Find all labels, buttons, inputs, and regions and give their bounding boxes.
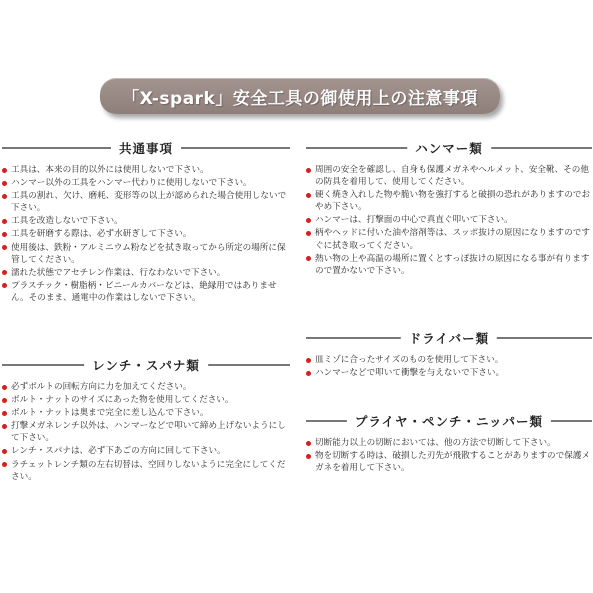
item-text: 工具は、本来の目的以外には使用しないで下さい。 xyxy=(11,165,209,175)
bullet-icon xyxy=(306,441,311,446)
list-item xyxy=(2,267,290,279)
item-text: 工具を改造しないで下さい。 xyxy=(11,216,123,227)
section-header xyxy=(306,330,592,346)
list-item xyxy=(2,459,290,483)
bullet-icon xyxy=(306,454,311,459)
list-item xyxy=(306,189,592,213)
item-text: ハンマーは、打撃面の中心で真直ぐ叩いて下さい。 xyxy=(315,215,513,226)
bullet-icon xyxy=(2,270,7,275)
item-text: 切断能力以上の切断においては、他の方法で切断して下さい。 xyxy=(315,438,556,448)
item-text: レンチ・スパナは、必ず下あごの方向に回して下さい。 xyxy=(11,446,226,457)
list-item xyxy=(306,354,592,366)
item-text: 熱い物の上や高温の場所に置くとすっぽ抜けの原因になる事が有りますので置かないで下さい。 xyxy=(315,253,590,276)
title-banner xyxy=(100,78,500,114)
bullet-icon xyxy=(306,218,311,223)
bullet-icon xyxy=(2,232,7,237)
list-item xyxy=(2,407,290,419)
section-title: プライヤ・ペンチ・ニッパー類 xyxy=(347,412,551,430)
bullet-icon xyxy=(306,168,311,173)
item-text: 工具を研磨する際は、必ず水研ぎして下さい。 xyxy=(11,229,192,240)
section-common xyxy=(2,140,290,305)
item-text: 皿ミゾに合ったサイズのものを使用して下さい。 xyxy=(315,355,504,365)
item-text: ラチェットレンチ類の左右切替は、空回りしないように完全にしてください。 xyxy=(11,459,286,482)
list-item xyxy=(2,242,290,266)
item-text: 工具の割れ、欠け、磨耗、変形等の以上が認められた場合使用しないで下さい。 xyxy=(11,191,287,214)
bullet-icon xyxy=(2,424,7,429)
bullet-icon xyxy=(2,462,7,467)
item-text: 周囲の安全を確認し、自身も保護メガネやヘルメット、安全靴、その他の防具を着用して、使用してください。 xyxy=(315,165,589,188)
section-title: ハンマー類 xyxy=(407,139,491,157)
bullet-icon xyxy=(2,449,7,454)
list-item xyxy=(2,164,290,176)
list-item xyxy=(306,450,592,474)
list-item xyxy=(306,227,592,251)
section-driver xyxy=(306,330,592,380)
item-list xyxy=(306,354,592,379)
item-text: ボルト・ナットのサイズにあった物を使用してください。 xyxy=(11,395,234,406)
item-text: プラスチック・樹脂柄・ビニールカバーなどは、絶縁用ではありません。そのまま、通電中の作業はしないで下さい。 xyxy=(11,280,277,303)
list-item xyxy=(306,253,592,277)
banner-title: 「X-spark」安全工具の御使用上の注意事項 xyxy=(122,88,478,109)
bullet-icon xyxy=(306,358,311,363)
bullet-icon xyxy=(2,181,7,186)
bullet-icon xyxy=(2,194,7,199)
bullet-icon xyxy=(2,411,7,416)
list-item xyxy=(2,381,290,393)
item-text: ボルト・ナットは奥まで完全に差し込んで下さい。 xyxy=(11,408,209,419)
item-text: 打撃メガネレンチ以外は、ハンマーなどで叩いて締め上げないようにして下さい。 xyxy=(11,421,286,444)
list-item xyxy=(2,280,290,304)
section-title: 共通事項 xyxy=(111,139,181,157)
item-text: 物を切断する時は、破損した刃先が飛散することがありますので保護メガネを着用して下さい。 xyxy=(315,451,591,474)
bullet-icon xyxy=(2,219,7,224)
section-title: ドライバー類 xyxy=(401,329,497,347)
section-header xyxy=(2,357,290,373)
list-item xyxy=(306,437,592,449)
bullet-icon xyxy=(2,245,7,250)
item-text: 使用後は、鉄粉・アルミニウム粉などを拭き取ってから所定の場所に保管してください。 xyxy=(11,242,286,265)
bullet-icon xyxy=(2,385,7,390)
bullet-icon xyxy=(306,231,311,236)
bullet-icon xyxy=(2,398,7,403)
section-wrench xyxy=(2,357,290,484)
bullet-icon xyxy=(2,168,7,173)
item-list xyxy=(306,437,592,474)
item-text: ハンマーなどで叩いて衝撃を与えないで下さい。 xyxy=(315,368,505,379)
item-text: 濡れた状態でアセチレン作業は、行なわないで下さい。 xyxy=(11,267,226,278)
bullet-icon xyxy=(306,193,311,198)
section-header xyxy=(2,140,290,156)
item-text: 柄やヘッドに付いた油や溶剤等は、スッポ抜けの原因になりますのですぐに拭き取ってください。 xyxy=(315,228,590,251)
bullet-icon xyxy=(306,371,311,376)
list-item xyxy=(2,394,290,406)
item-text: ハンマー以外の工具をハンマー代わりに使用しないで下さい。 xyxy=(11,178,252,189)
list-item xyxy=(2,177,290,189)
section-pliers xyxy=(306,413,592,475)
list-item xyxy=(2,215,290,227)
list-item xyxy=(2,228,290,240)
list-item xyxy=(2,445,290,457)
item-list xyxy=(306,164,592,277)
item-text: 必ずボルトの回転方向に力を加えてください。 xyxy=(11,382,192,392)
bullet-icon xyxy=(306,256,311,261)
section-title: レンチ・スパナ類 xyxy=(84,356,208,374)
section-header xyxy=(306,413,592,429)
list-item xyxy=(306,367,592,379)
section-header xyxy=(306,140,592,156)
section-hammer xyxy=(306,140,592,278)
bullet-icon xyxy=(2,283,7,288)
list-item xyxy=(2,420,290,444)
list-item xyxy=(306,164,592,188)
item-list xyxy=(2,164,290,304)
item-text: 硬く焼き入れした物や脆い物を強打すると破損の恐れがありますのでおやめ下さい。 xyxy=(315,190,591,213)
list-item xyxy=(306,214,592,226)
list-item xyxy=(2,190,290,214)
item-list xyxy=(2,381,290,483)
